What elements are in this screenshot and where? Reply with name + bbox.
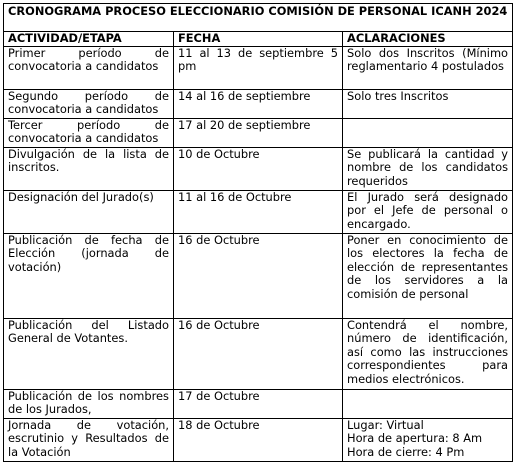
date-cell: 16 de Octubre	[174, 318, 343, 389]
notes-cell: Solo tres Inscritos	[343, 89, 513, 118]
date-cell: 14 al 16 de septiembre	[174, 89, 343, 118]
activity-cell: Divulgación de la lista de inscritos.	[4, 147, 174, 190]
schedule-table	[3, 3, 513, 462]
activity-cell: Publicación de los nombres de los Jurados,	[4, 389, 174, 418]
activity-cell: Designación del Jurado(s)	[4, 190, 174, 233]
notes-cell: Poner en conocimiento de los electores la fecha de elección de representantes de los servidores a la comisión de personal	[343, 233, 513, 318]
table-row	[4, 89, 513, 118]
date-cell: 17 de Octubre	[174, 389, 343, 418]
activity-cell: Segundo período de convocatoria a candidatos	[4, 89, 174, 118]
table-row	[4, 118, 513, 147]
date-cell: 16 de Octubre	[174, 233, 343, 318]
table-row	[4, 233, 513, 318]
table-row	[4, 147, 513, 190]
header-notes: ACLARACIONES	[343, 32, 513, 47]
table-row	[4, 46, 513, 89]
date-cell: 11 al 16 de Octubre	[174, 190, 343, 233]
date-cell: 11 al 13 de septiembre 5 pm	[174, 46, 343, 89]
notes-cell	[343, 118, 513, 147]
notes-line-close: Hora de cierre: 4 Pm	[347, 444, 465, 459]
header-date: FECHA	[174, 32, 343, 47]
table-title: CRONOGRAMA PROCESO ELECCIONARIO COMISIÓN DE PERSONAL ICANH 2024	[4, 4, 513, 32]
date-cell: 18 de Octubre	[174, 418, 343, 461]
notes-cell: Solo dos Inscritos (Mínimo reglamentario 4 postulados	[343, 46, 513, 89]
notes-cell: Contendrá el nombre, número de identificación, así como las instrucciones correspondientes para medios electrónicos.	[343, 318, 513, 389]
notes-line-open: Hora de apertura: 8 Am	[347, 431, 483, 446]
notes-line-place: Lugar: Virtual	[347, 417, 424, 432]
table-row	[4, 318, 513, 389]
header-row	[4, 32, 513, 47]
table-row	[4, 190, 513, 233]
table-row	[4, 389, 513, 418]
header-activity: ACTIVIDAD/ETAPA	[4, 32, 174, 47]
notes-cell: Se publicará la cantidad y nombre de los candidatos requeridos	[343, 147, 513, 190]
title-row	[4, 4, 513, 32]
table-row	[4, 418, 513, 461]
activity-cell: Publicación del Listado General de Votantes.	[4, 318, 174, 389]
date-cell: 17 al 20 de septiembre	[174, 118, 343, 147]
notes-cell	[343, 389, 513, 418]
activity-cell: Primer período de convocatoria a candidatos	[4, 46, 174, 89]
activity-cell: Publicación de fecha de Elección (jornada de votación)	[4, 233, 174, 318]
notes-cell: El Jurado será designado por el Jefe de personal o encargado.	[343, 190, 513, 233]
activity-cell: Tercer período de convocatoria a candidatos	[4, 118, 174, 147]
activity-cell: Jornada de votación, escrutinio y Resultados de la Votación	[4, 418, 174, 461]
date-cell: 10 de Octubre	[174, 147, 343, 190]
notes-cell	[343, 418, 513, 461]
